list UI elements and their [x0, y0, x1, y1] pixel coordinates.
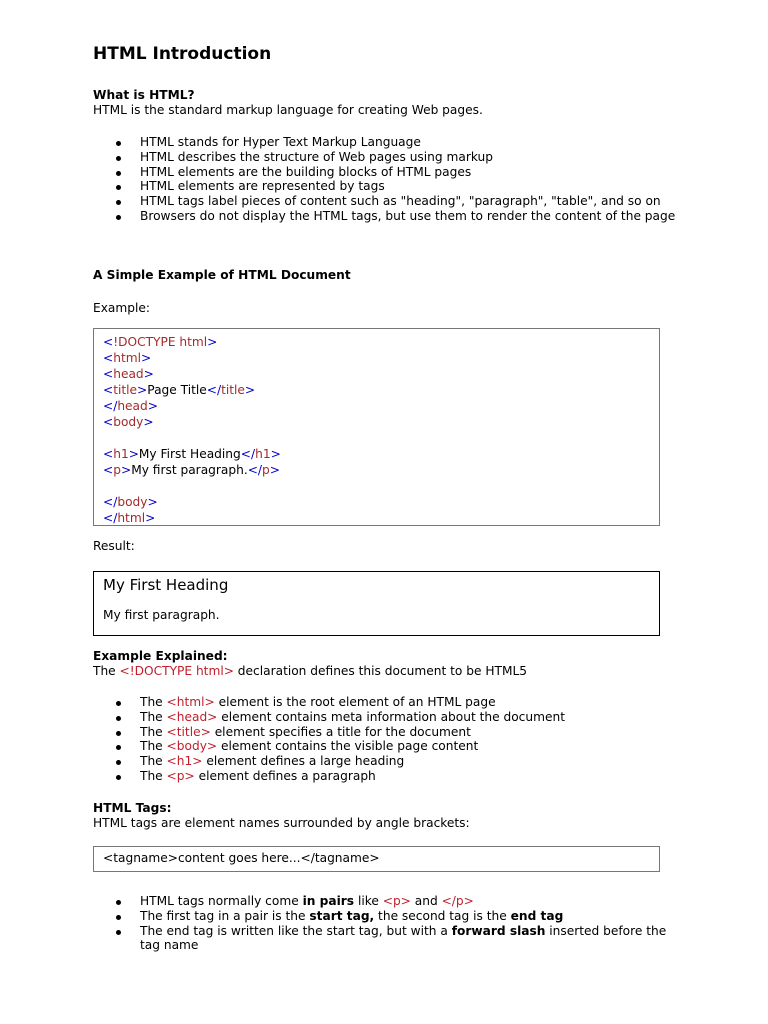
tag-syntax: <tagname>content goes here...</tagname>: [103, 851, 380, 865]
bullet-icon: [116, 760, 121, 765]
bullet-icon: [116, 915, 121, 920]
bullet-icon: [116, 900, 121, 905]
explained-bullet-list: [93, 695, 683, 784]
list-item: HTML elements are represented by tags: [93, 179, 683, 194]
list-item: The <title> element specifies a title for the document: [93, 725, 683, 740]
code-line: <html>: [103, 351, 152, 365]
page-title: HTML Introduction: [93, 44, 272, 64]
section-heading-explained: Example Explained:: [93, 649, 228, 663]
list-item: HTML tags normally come in pairs like <p> and </p>: [93, 894, 683, 909]
code-line: <!DOCTYPE html>: [103, 335, 218, 349]
bullet-icon: [116, 200, 121, 205]
bullet-icon: [116, 171, 121, 176]
bullet-icon: [116, 215, 121, 220]
code-line: </head>: [103, 399, 158, 413]
tags-bullet-list: [93, 894, 683, 953]
list-item: The <head> element contains meta information about the document: [93, 710, 683, 725]
bullet-icon: [116, 185, 121, 190]
tag-syntax-box: [93, 846, 660, 872]
result-box: [93, 571, 660, 636]
list-item: The <body> element contains the visible page content: [93, 739, 683, 754]
tags-intro: HTML tags are element names surrounded by angle brackets:: [93, 816, 470, 830]
list-item: The <html> element is the root element of an HTML page: [93, 695, 683, 710]
result-heading: My First Heading: [103, 576, 229, 594]
code-line: </html>: [103, 511, 156, 525]
bullet-icon: [116, 731, 121, 736]
list-item: The <h1> element defines a large heading: [93, 754, 683, 769]
what-bullet-list: [93, 135, 683, 224]
code-line: <h1>My First Heading</h1>: [103, 447, 281, 461]
list-item: HTML elements are the building blocks of HTML pages: [93, 165, 683, 180]
code-line: <head>: [103, 367, 154, 381]
list-item: The <p> element defines a paragraph: [93, 769, 683, 784]
bullet-icon: [116, 775, 121, 780]
bullet-icon: [116, 716, 121, 721]
list-item: HTML tags label pieces of content such as "heading", "paragraph", "table", and so on: [93, 194, 683, 209]
code-line: </body>: [103, 495, 158, 509]
code-example-box: [93, 328, 660, 526]
bullet-icon: [116, 930, 121, 935]
list-item: HTML stands for Hyper Text Markup Language: [93, 135, 683, 150]
code-line-blank: [103, 430, 659, 446]
list-item: HTML describes the structure of Web pages using markup: [93, 150, 683, 165]
bullet-icon: [116, 141, 121, 146]
list-item: Browsers do not display the HTML tags, but use them to render the content of the page: [93, 209, 683, 224]
section-heading-what: What is HTML?: [93, 88, 195, 102]
code-line: <p>My first paragraph.</p>: [103, 463, 281, 477]
list-item: The end tag is written like the start tag, but with a forward slash inserted before the tag name: [93, 924, 683, 954]
code-line: <body>: [103, 415, 154, 429]
section-heading-tags: HTML Tags:: [93, 801, 172, 815]
result-paragraph: My first paragraph.: [103, 608, 220, 622]
code-line: <title>Page Title</title>: [103, 383, 256, 397]
what-intro: HTML is the standard markup language for creating Web pages.: [93, 103, 483, 117]
bullet-icon: [116, 156, 121, 161]
list-item: The first tag in a pair is the start tag, the second tag is the end tag: [93, 909, 683, 924]
bullet-icon: [116, 701, 121, 706]
result-label: Result:: [93, 539, 135, 553]
bullet-icon: [116, 745, 121, 750]
code-line-blank: [103, 478, 659, 494]
explained-intro: The <!DOCTYPE html> declaration defines this document to be HTML5: [93, 664, 528, 678]
section-heading-simple: A Simple Example of HTML Document: [93, 268, 351, 282]
example-label: Example:: [93, 301, 150, 315]
